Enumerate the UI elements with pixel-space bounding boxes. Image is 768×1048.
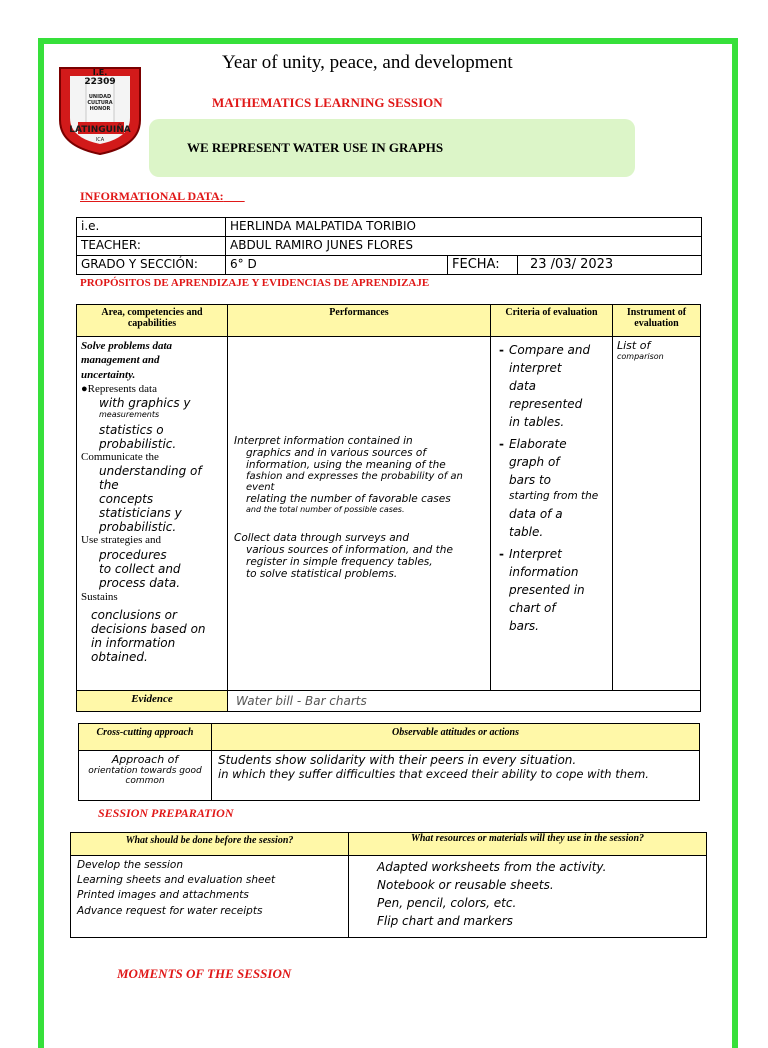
performance-1-line5: relating the number of favorable cases [246,493,451,505]
topic-title: WE REPRESENT WATER USE IN GRAPHS [187,140,444,155]
resource-item-2: Notebook or reusable sheets. [377,878,554,892]
performances-cell [228,337,491,691]
criterion-1-line2: interpret [509,361,562,375]
capability-1: ●Represents data [81,382,157,395]
informational-table [76,217,702,275]
shield-text-city: ICA [95,137,105,143]
criterion-2-line1: Elaborate [509,437,567,451]
before-item-1: Develop the session [77,859,183,871]
instrument-line1: List of [617,339,651,352]
criterion-1-line3: data [509,379,537,393]
topic-banner [149,119,635,177]
section-preparation-heading [74,806,234,821]
preparation-header-before: What should be done before the session? [71,833,349,856]
ie-label: i.e. [77,218,226,237]
capability-3b: procedures [99,547,167,562]
performance-1-line1: Interpret information contained in [234,435,413,447]
criterion-2-line4: starting from the [509,490,599,502]
performance-1-line3: information, using the meaning of the [246,459,446,471]
shield-text-ie: I.E. [92,68,108,77]
crosscutting-approach-cell [79,751,212,801]
preparation-before-cell [71,856,349,938]
preparation-table [70,832,707,938]
session-title: MATHEMATICS LEARNING SESSION [212,95,443,110]
capability-3c: to collect and [99,561,181,576]
capability-1b: with graphics y [99,396,191,411]
date-value: 23 /03/ 2023 [518,256,702,275]
capability-4b: conclusions or [91,607,177,622]
criterion-3-line5: bars. [509,618,539,633]
performance-1-line4: fashion and expresses the probability of an event [246,471,463,493]
grade-value: 6° D [226,256,448,275]
purposes-table [76,304,701,712]
shield-text-name: LATINGUIÑA [69,125,131,135]
capability-2d: statisticians y [99,506,182,521]
school-shield-logo [56,62,144,156]
capability-1d: statistics o [99,423,164,438]
header-area: Area, competencies and capabilities [77,305,228,337]
criterion-3-line2: information [509,564,579,579]
capability-2e: probabilistic. [99,520,177,535]
section-moments-heading: MOMENTS OF THE SESSION [117,966,292,981]
criterion-2-line6: table. [509,524,544,539]
performance-1-line6: and the total number of possible cases. [246,505,405,514]
capability-2c: concepts [99,492,154,507]
attitude-line1: Students show solidarity with their peers in every situation. [218,753,577,767]
attitude-line2: in which they suffer difficulties that exceed their ability to cope with them. [218,767,649,781]
shield-text-honor: HONOR [89,106,111,112]
performance-2-line2: various sources of information, and the [246,544,453,556]
criterion-3-line4: chart of [509,600,556,615]
criterion-2-line5: data of a [509,506,563,521]
resource-item-1: Adapted worksheets from the activity. [377,860,607,874]
competency-title: Solve problems data management and uncertainty. [81,340,173,381]
instrument-line2: comparison [617,352,664,361]
preparation-header-resources: What resources or materials will they use in the session? [349,833,707,856]
performance-2-line4: to solve statistical problems. [246,568,398,580]
section-purposes-label: PROPÓSITOS DE APRENDIZAJE Y EVIDENCIAS DE APRENDIZAJE [80,277,430,289]
crosscutting-table [78,723,700,801]
capability-4c: decisions based on [91,621,206,636]
header-instrument: Instrument of evaluation [613,305,701,337]
before-item-4: Advance request for water receipts [77,904,263,917]
criteria-cell: - Compare and interpret data represented in tables. - Elaborate graph of bars to starting from the data of a table. - Interpret information presented in chart of bars. [491,337,613,691]
performance-2-line1: Collect data through surveys and [234,532,409,544]
criterion-2-line2: graph of [509,455,560,469]
capability-1c: measurements [99,410,160,420]
grade-label: GRADO Y SECCIÓN: [77,256,226,275]
criterion-1-line1: Compare and [509,343,591,357]
criterion-3-line3: presented in [509,582,585,597]
capability-2b: understanding of the [99,464,202,493]
section-informational-label: INFORMATIONAL DATA: [80,189,224,203]
date-label: FECHA: [448,256,518,275]
evidence-value: Water bill - Bar charts [228,691,701,712]
before-item-3: Printed images and attachments [77,889,249,902]
resource-item-3: Pen, pencil, colors, etc. [377,896,517,910]
ie-value: HERLINDA MALPATIDA TORIBIO [226,218,702,237]
criterion-1-line4: represented [509,397,583,411]
capability-4e: obtained. [91,649,148,664]
approach-line1: Approach of [111,753,179,766]
header-criteria: Criteria of evaluation [491,305,613,337]
teacher-label: TEACHER: [77,237,226,256]
area-cell [77,337,228,691]
approach-line2: orientation towards good [88,766,202,776]
section-preparation-label: SESSION PREPARATION [98,806,234,820]
crosscutting-header-attitudes: Observable attitudes or actions [212,724,700,751]
teacher-value: ABDUL RAMIRO JUNES FLORES [226,237,702,256]
capability-3: Use strategies and [81,534,162,547]
crosscutting-header-approach: Cross-cutting approach [79,724,212,751]
shield-text-unidad: UNIDAD [88,94,112,100]
criterion-2-line3: bars to [509,473,552,487]
section-purposes-heading [76,277,429,289]
performance-1-line2: graphics and in various sources of [246,447,427,459]
page-title: Year of unity, peace, and development [222,52,513,73]
evidence-label: Evidence [77,691,228,712]
criterion-1-line5: in tables. [509,415,565,429]
header-performances: Performances [228,305,491,337]
capability-1e: probabilistic. [99,437,177,452]
performance-2-line3: register in simple frequency tables, [246,556,433,568]
approach-line3: common [125,776,165,786]
capability-2: Communicate the [81,451,159,464]
crosscutting-attitudes-cell [212,751,700,801]
before-item-2: Learning sheets and evaluation sheet [77,874,276,887]
shield-text-number: 22309 [84,77,116,87]
shield-text-cultura: CULTURA [87,100,113,106]
resource-item-4: Flip chart and markers [377,914,513,928]
instrument-cell [613,337,701,691]
preparation-resources-cell [349,856,707,938]
capability-4d: in information [91,635,176,650]
section-informational-heading [76,189,245,204]
capability-4: Sustains [81,590,118,603]
criterion-3-line1: Interpret [509,546,562,561]
capability-3d: process data. [99,575,181,590]
